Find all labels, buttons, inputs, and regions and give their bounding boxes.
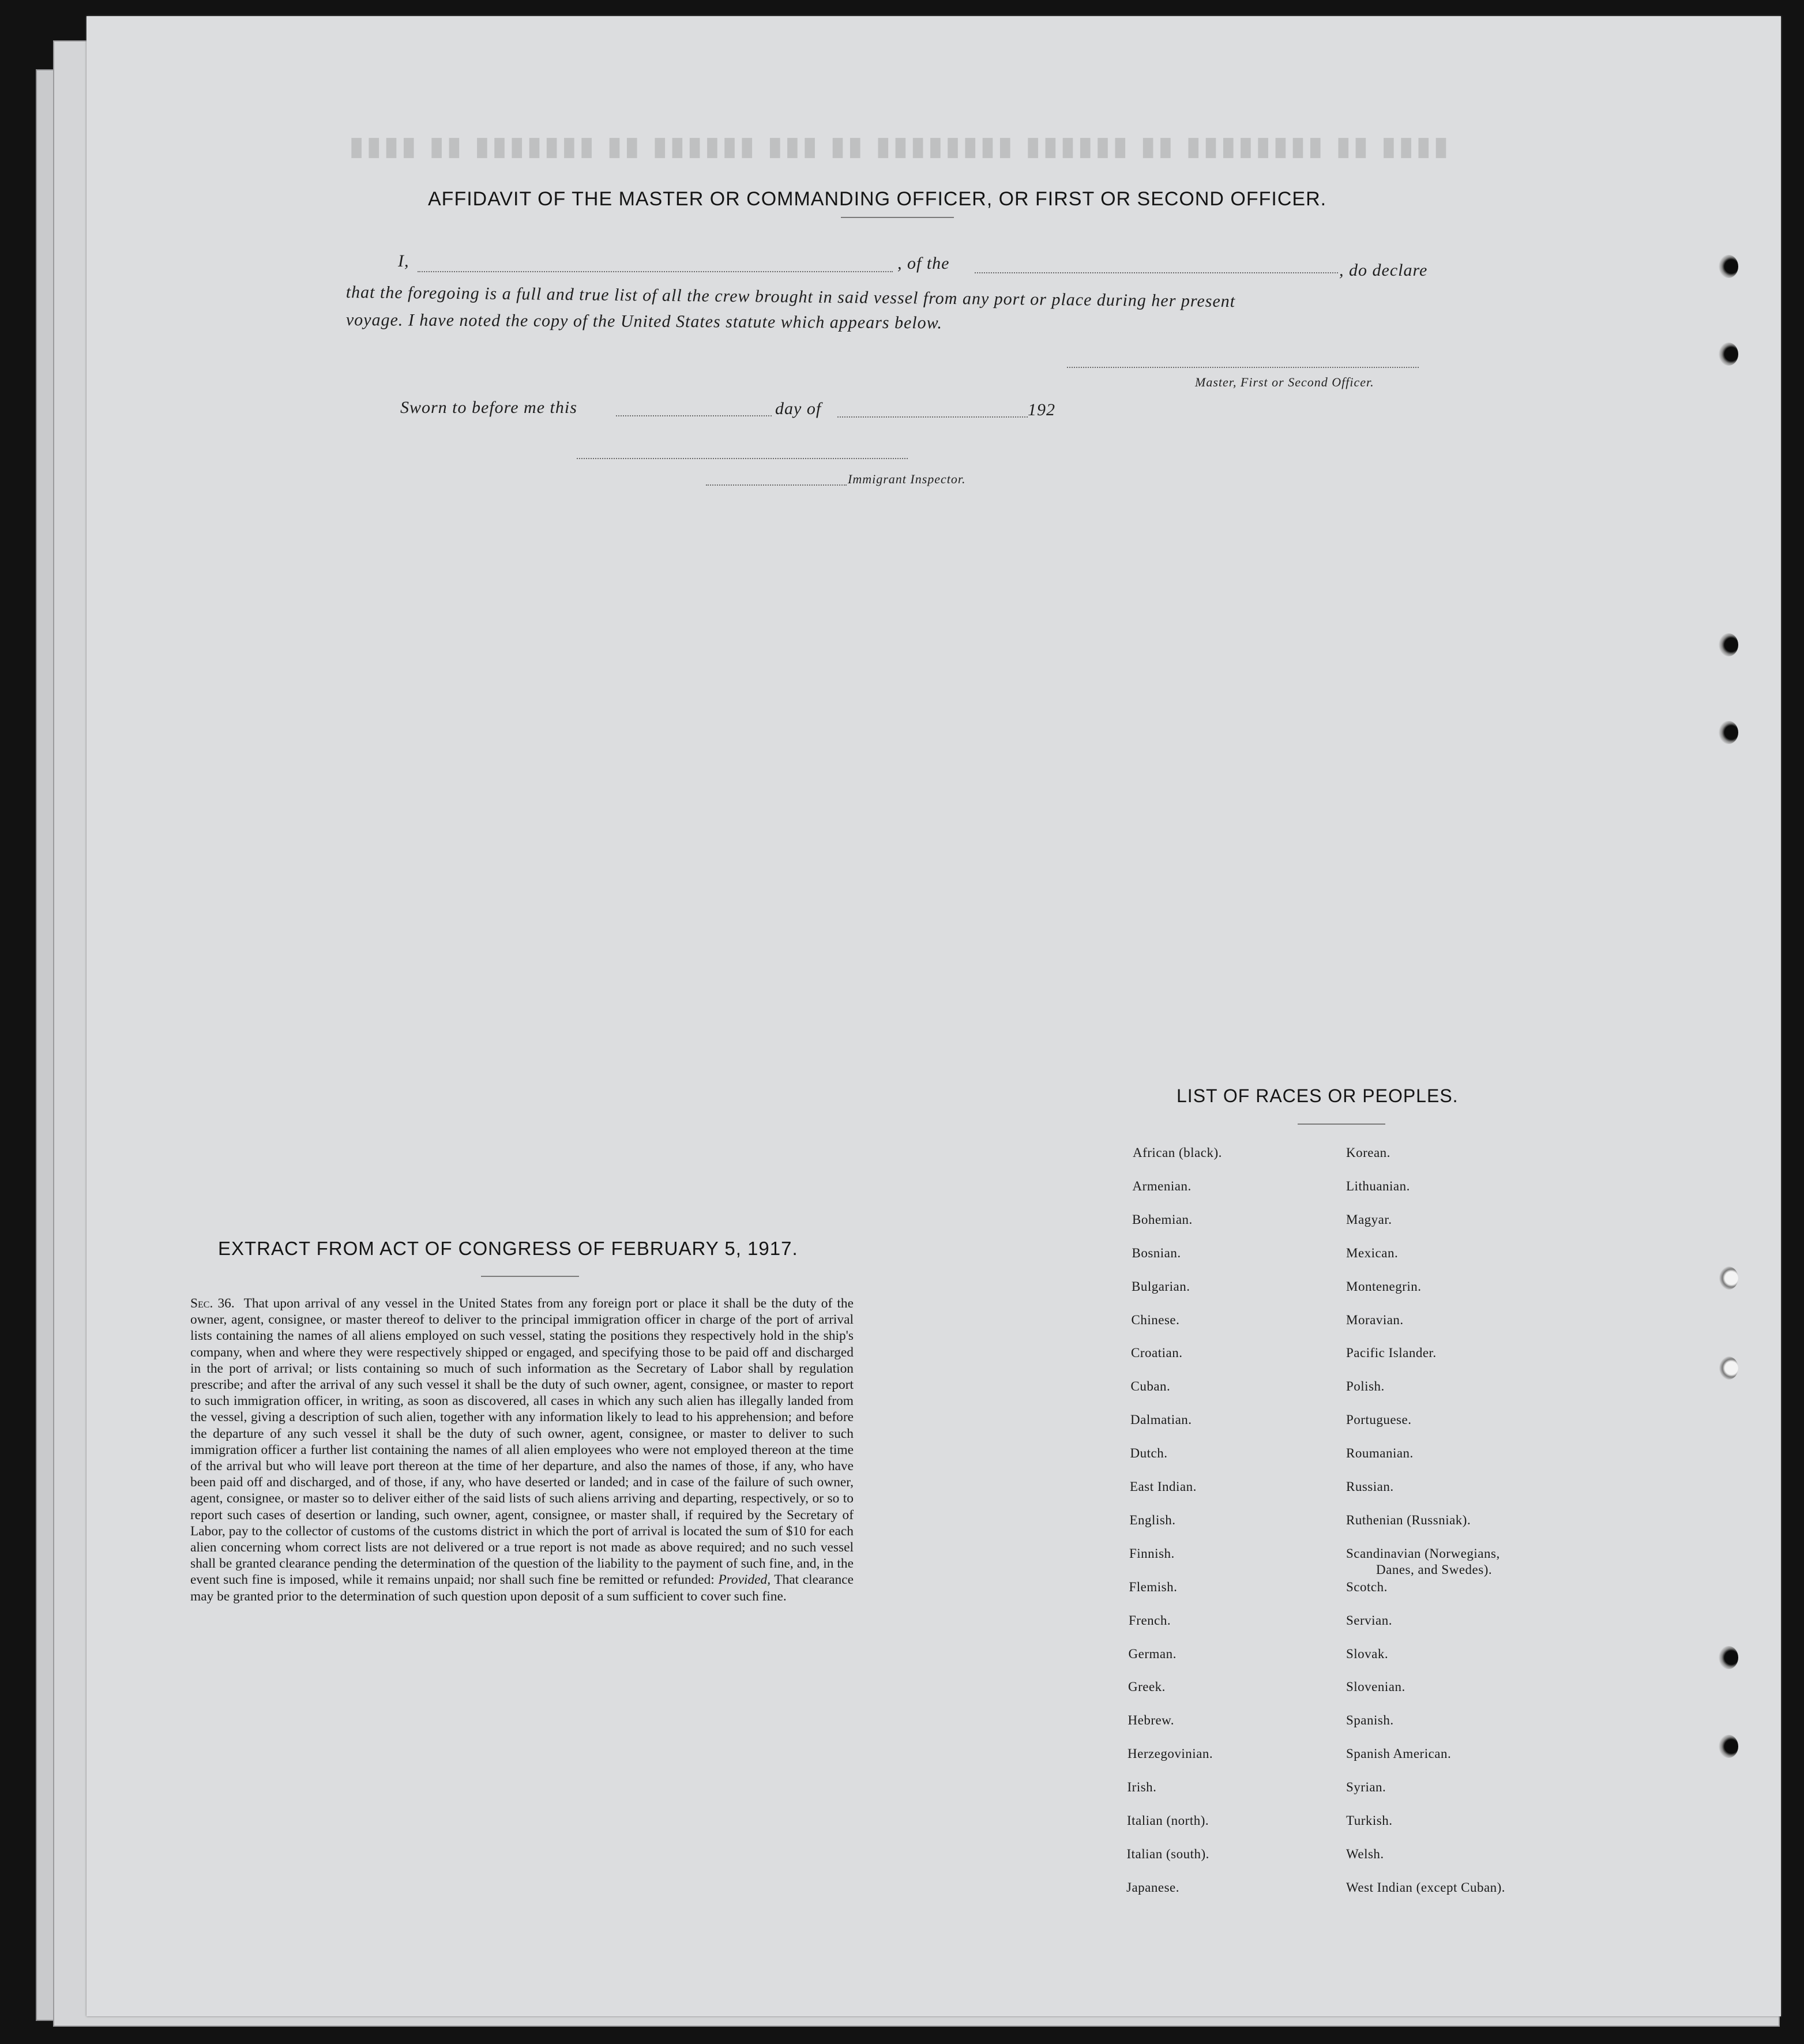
race-item: Magyar.	[1346, 1212, 1392, 1227]
signature-blank-field[interactable]	[1067, 367, 1419, 368]
race-item: Slovak.	[1346, 1646, 1389, 1661]
name-blank-field[interactable]	[418, 271, 893, 272]
punch-hole-icon	[1719, 1267, 1738, 1290]
race-item: Spanish.	[1346, 1713, 1394, 1728]
race-item: French.	[1129, 1613, 1171, 1628]
day-blank-field[interactable]	[616, 415, 772, 416]
bleed-through-text: ▮▮▮▮ ▮▮ ▮▮▮▮▮▮▮▮ ▮▮ ▮▮▮▮▮▮ ▮▮▮▮▮▮▮▮ ▮▮ ▮▮▮ ▮▮▮▮▮▮ ▮▮ ▮▮▮▮▮▮▮ ▮▮ ▮▮▮▮	[346, 132, 1448, 160]
race-item: Roumanian.	[1346, 1446, 1414, 1461]
race-item: Polish.	[1346, 1379, 1385, 1394]
race-item: Italian (south).	[1126, 1846, 1209, 1861]
punch-hole-icon	[1719, 721, 1738, 744]
race-item: Hebrew.	[1128, 1713, 1175, 1728]
month-blank-field[interactable]	[837, 416, 1028, 418]
race-item: East Indian.	[1130, 1479, 1197, 1494]
day-of-label: day of	[775, 399, 822, 418]
race-item: Armenian.	[1132, 1178, 1192, 1193]
act-section-36-text	[190, 1295, 854, 1605]
act-tail: That clearance may be granted prior to the determination of such question upon deposit of a sum sufficient to cover such fine.	[190, 1572, 854, 1604]
affidavit-i-label: I,	[398, 251, 409, 270]
race-item: Welsh.	[1346, 1846, 1384, 1861]
act-title: EXTRACT FROM ACT OF CONGRESS OF FEBRUARY 5, 1917.	[218, 1238, 798, 1259]
race-item: German.	[1128, 1646, 1177, 1661]
race-item: Italian (north).	[1127, 1813, 1209, 1828]
race-item: Scandinavian (Norwegians,	[1346, 1546, 1500, 1561]
race-item: Bohemian.	[1132, 1212, 1193, 1227]
race-item: Syrian.	[1346, 1780, 1386, 1795]
race-item: Moravian.	[1346, 1312, 1404, 1327]
vessel-blank-field[interactable]	[975, 272, 1338, 273]
provided-label: Provided,	[718, 1572, 771, 1588]
race-item: Dalmatian.	[1130, 1412, 1192, 1427]
race-item: Croatian.	[1131, 1346, 1183, 1361]
punch-hole-icon	[1719, 1357, 1738, 1380]
affidavit-title: AFFIDAVIT OF THE MASTER OR COMMANDING OFFICER, OR FIRST OR SECOND OFFICER.	[428, 188, 1327, 210]
race-item: Portuguese.	[1346, 1412, 1412, 1427]
punch-hole-icon	[1719, 1735, 1738, 1758]
race-item: Flemish.	[1129, 1579, 1178, 1594]
race-item: Irish.	[1127, 1780, 1157, 1795]
race-item: Mexican.	[1346, 1245, 1399, 1260]
master-signature-label: Master, First or Second Officer.	[1195, 375, 1374, 389]
race-item: Greek.	[1128, 1679, 1166, 1694]
inspector-signature-line[interactable]	[577, 458, 908, 459]
race-item: Dutch.	[1130, 1446, 1168, 1461]
race-item: English.	[1129, 1512, 1176, 1527]
act-body: That upon arrival of any vessel in the United States from any foreign port or place it shall be the duty of the owner, agent, consignee, or master thereof to deliver to the principal immigration officer in charge of the port of arrival lists containing the names of all aliens employed on such vessel, stating the positions they respectively hold in the ship's company, when and where they were respectively shipped or engaged, and specifying those to be paid off and discharged in the port of arrival; or lists containing so much of such information as the Secretary of Labor shall by regulation prescribe; and after the arrival of any such vessel it shall be the duty of such owner, agent, consignee, or master to report to such immigration officer, in writing, as soon as discovered, all cases in which any such alien has illegally landed from the vessel, giving a description of such alien, together with any information likely to lead to his apprehension; and before the departure of any such vessel it shall be the duty of such owner, agent, consignee, or master to deliver to such immigration officer a further list containing the names of all alien employees who were not employed thereon at the time of the arrival but who will leave port thereon at the time of her departure, and also the names of those, if any, who have been paid off and discharged, and of those, if any, who have deserted or landed; and in case of the failure of such owner, agent, consignee, or master so to deliver either of the said lists of such aliens arriving and departing, respectively, or so to report such cases of desertion or landing, such owner, agent, consignee, or master shall, if required by the Secretary of Labor, pay to the collector of customs of the customs district in which the port of arrival is located the sum of $10 for each alien concerning whom correct lists are not delivered or a true report is not made as above required; and no such vessel shall be granted clearance pending the determination of the question of the liability to the payment of such fine, and, in the event such fine is imposed, while it remains unpaid; nor shall such fine be remitted or refunded:	[190, 1296, 854, 1588]
race-item: Danes, and Swedes).	[1376, 1562, 1493, 1577]
year-prefix: 192	[1028, 400, 1055, 419]
punch-hole-icon	[1719, 1646, 1738, 1669]
race-item: Cuban.	[1130, 1379, 1171, 1394]
act-title-rule	[481, 1276, 579, 1277]
affidavit-of-the-label: , of the	[897, 254, 950, 273]
race-item: Finnish.	[1129, 1546, 1175, 1561]
race-item: Japanese.	[1126, 1880, 1179, 1895]
punch-hole-icon	[1719, 255, 1738, 278]
race-item: Korean.	[1346, 1145, 1390, 1160]
race-item: Spanish American.	[1346, 1746, 1452, 1761]
inspector-name-blank[interactable]	[706, 484, 847, 486]
race-item: Herzegovinian.	[1128, 1746, 1213, 1761]
punch-hole-icon	[1719, 343, 1738, 366]
sworn-label: Sworn to before me this	[400, 398, 577, 417]
race-item: Servian.	[1346, 1613, 1393, 1628]
race-item: Montenegrin.	[1346, 1279, 1422, 1294]
race-item: Bosnian.	[1132, 1245, 1181, 1260]
race-item: Pacific Islander.	[1346, 1346, 1437, 1361]
punch-hole-icon	[1719, 633, 1738, 656]
section-label: Sec. 36.	[190, 1296, 235, 1311]
immigrant-inspector-label: Immigrant Inspector.	[848, 472, 966, 486]
race-item: Turkish.	[1346, 1813, 1393, 1828]
race-item: Scotch.	[1346, 1579, 1388, 1594]
affidavit-declare-label: , do declare	[1339, 261, 1428, 280]
race-item: West Indian (except Cuban).	[1346, 1880, 1506, 1895]
races-title: LIST OF RACES OR PEOPLES.	[1177, 1085, 1459, 1106]
race-item: African (black).	[1133, 1145, 1222, 1160]
affidavit-title-rule	[841, 217, 954, 218]
race-item: Russian.	[1346, 1479, 1394, 1494]
race-item: Slovenian.	[1346, 1679, 1405, 1694]
races-title-rule	[1298, 1124, 1385, 1125]
race-item: Chinese.	[1131, 1312, 1180, 1327]
race-item: Lithuanian.	[1346, 1178, 1410, 1193]
race-item: Bulgarian.	[1132, 1279, 1190, 1294]
race-item: Ruthenian (Russniak).	[1346, 1512, 1471, 1527]
affidavit-line-3: voyage. I have noted the copy of the United States statute which appears below.	[345, 310, 943, 333]
affidavit-line-2: that the foregoing is a full and true list of all the crew brought in said vessel from any port or place during her present	[345, 283, 1236, 311]
